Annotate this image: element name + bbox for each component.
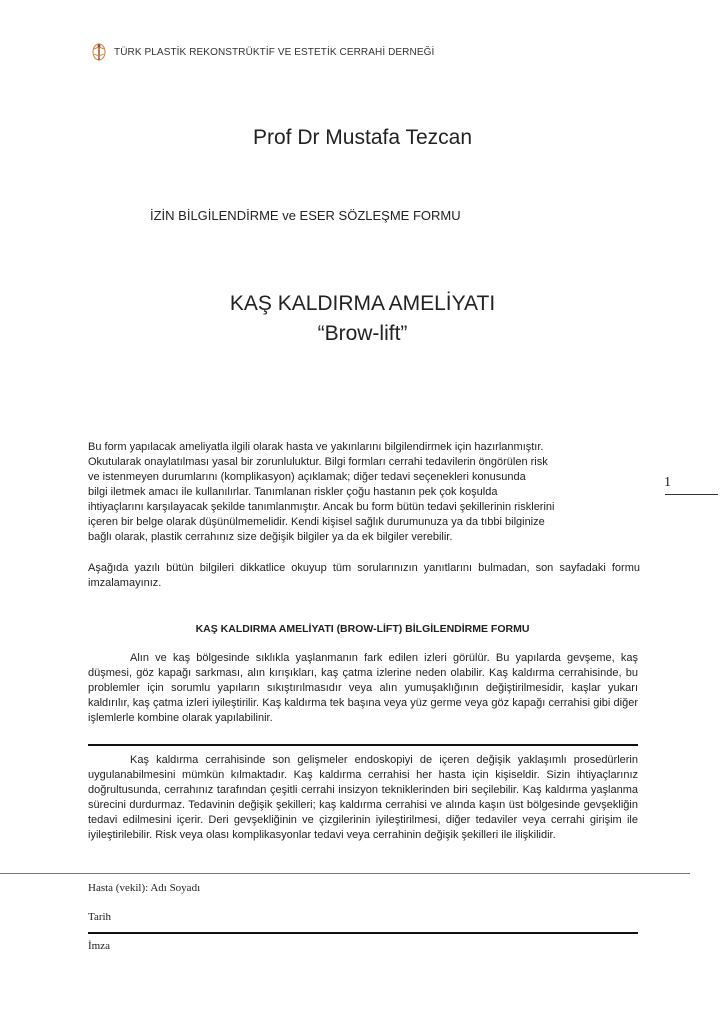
- section-heading: KAŞ KALDIRMA AMELİYATI (BROW-LİFT) BİLGİLENDİRME FORMU: [195, 623, 530, 635]
- page-header: [90, 42, 434, 62]
- divider-rule: [88, 744, 638, 746]
- main-title: KAŞ KALDIRMA AMELİYATI: [229, 292, 496, 315]
- page-number: 1: [664, 475, 671, 490]
- form-title: İZİN BİLGİLENDİRME ve ESER SÖZLEŞME FORMU: [150, 208, 461, 223]
- sub-title: “Brow-lift”: [317, 322, 408, 345]
- signature-label: İmza: [88, 940, 110, 952]
- body-paragraph-2: Kaş kaldırma cerrahisinde son gelişmeler endoskopiyi de içeren değişik yaklaşımlı prosedürlerin uygulanabilmesini mümkün kılmaktadır. Kaş kaldırma cerrahisi her hasta için kişiseldir. Sizin ihtiyaçlarınız doğrultusunda, cerrahınız tarafından çeşitli cerrahi insizyon tekniklerinden biri seçilebilir. Kaş kaldırma yaşlanma sürecini durdurmaz. Tedavinin değişik şekilleri; kaş kaldırma cerrahisi ve alında kaşın üst bölgesinde gevşekliğin tedavi edilmesini içerir. Deri gevşekliğinin ve çizgilerinin iyileştirilmesi, diğer tedaviler veya cerrahi girişim ile iyileştirilebilir. Risk veya olası komplikasyonlar tedavi veya cerrahinin değişik şekilleri ile ilişkilidir.: [88, 754, 638, 841]
- intro-line: Bu form yapılacak ameliyatla ilgili olarak hasta ve yakınlarını bilgilendirmek için hazırlanmıştır.: [88, 441, 544, 453]
- author-text: Prof Dr Mustafa Tezcan: [252, 126, 473, 149]
- intro-line: bağlı olarak, plastik cerrahınız size değişik bilgiler ya da ek bilgiler verebilir.: [88, 531, 453, 543]
- page-number-rule: [665, 494, 718, 495]
- author-name: [0, 126, 725, 150]
- intro-paragraph: [88, 440, 640, 545]
- body-paragraph-1: Alın ve kaş bölgesinde sıklıkla yaşlanmanın fark edilen izleri görülür. Bu yapılarda gevşeme, kaş düşmesi, göz kapağı sarkması, alın kırışıkları, kaş çatma izlerine neden olabilir. Kaş kaldırma cerrahisinde, bu problemler için sorumlu yapıların sıkıştırılmasıdır veya alın yumuşaklığının değiştirilmesidir, kaşlar yukarı kaldırılır, kaş çatma izleri iyileştirilir. Kaş kaldırma tek başına veya yüz germe veya göz kapağı cerrahisi gibi diğer işlemlerle kombine olarak yapılabilinir.: [88, 652, 638, 724]
- intro-line: ihtiyaçlarını karşılayacak şekilde tanımlanmıştır. Ancak bu form bütün tedavi şekillerinin risklerini: [88, 501, 555, 513]
- date-label: Tarih: [88, 911, 112, 923]
- organization-name: TÜRK PLASTİK REKONSTRÜKTİF VE ESTETİK CERRAHİ DERNEĞİ: [114, 46, 435, 58]
- notice-paragraph: Aşağıda yazılı bütün bilgileri dikkatlice okuyup tüm sorularınızın yanıtlarını bulmadan, son sayfadaki formu imzalamayınız.: [88, 562, 640, 589]
- intro-line: bilgi iletmek amacı ile kullanılırlar. Tanımlanan riskler çoğu hastanın pek çok koşulda: [88, 486, 498, 498]
- intro-line: ve istenmeyen durumlarını (komplikasyon) açıklamak; diğer tedavi seçenekleri konusunda: [88, 471, 526, 483]
- intro-line: içeren bir belge olarak düşünülmemelidir. Kendi kişisel sağlık durumunuza ya da tıbbi bilginize: [88, 516, 545, 528]
- intro-line: Okutularak onaylatılması yasal bir zorunluluktur. Bilgi formları cerrahi tedavilerin öngörülen risk: [88, 456, 548, 468]
- signature-rule: [88, 932, 638, 934]
- society-emblem-icon: [90, 42, 108, 62]
- patient-name-label: Hasta (vekil): Adı Soyadı: [88, 882, 201, 894]
- footer-divider: [0, 873, 690, 874]
